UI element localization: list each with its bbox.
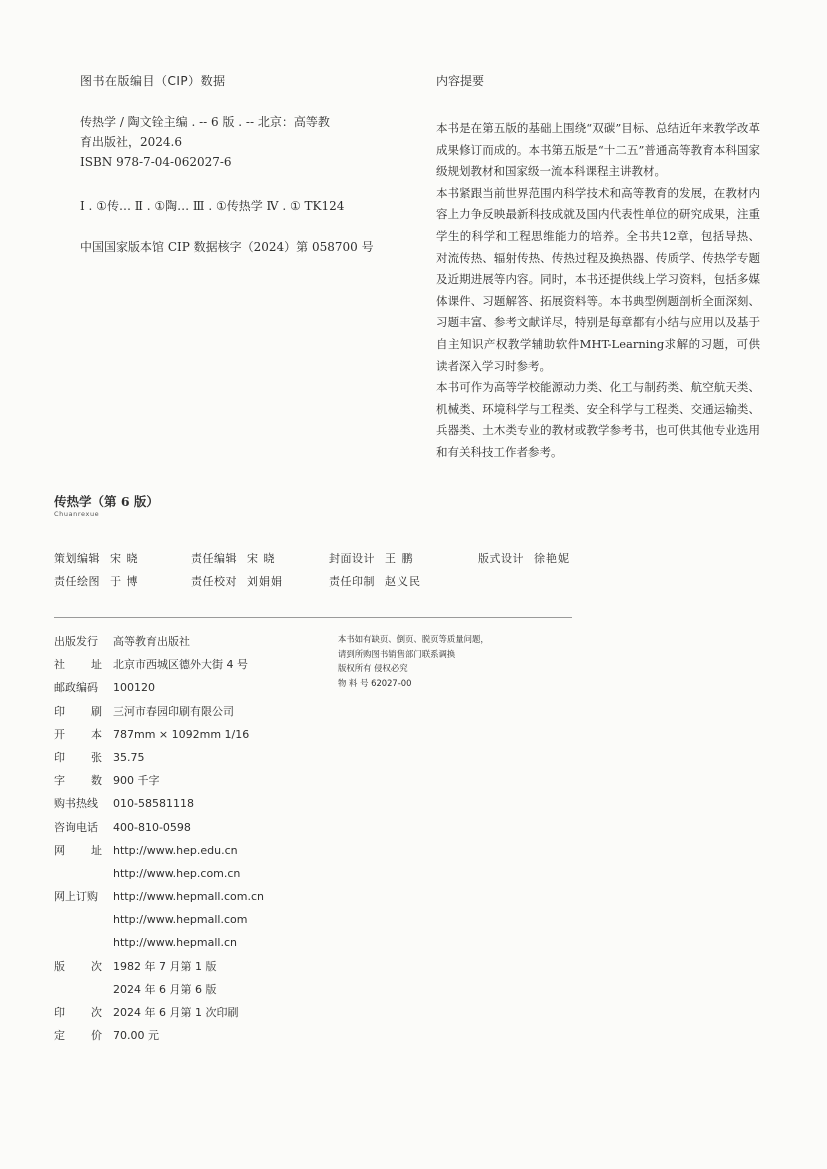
cip-record-number: 中国国家版本馆 CIP 数据核字（2024）第 058700 号	[80, 240, 374, 254]
pub-label	[54, 700, 102, 723]
pub-label	[54, 746, 102, 769]
staff-role: 责任印制	[329, 575, 375, 588]
pub-value: 三河市春园印刷有限公司	[113, 704, 234, 718]
pub-value: 北京市西城区德外大街 4 号	[113, 658, 248, 672]
staff-name: 于 博	[110, 575, 139, 588]
pub-label-char: 印	[54, 750, 65, 764]
pub-label-char: 开	[54, 727, 65, 741]
staff-name: 王 鹏	[385, 552, 414, 565]
staff-responsible-editor	[191, 550, 276, 566]
pub-value: 787mm × 1092mm 1/16	[113, 727, 250, 741]
staff-role: 封面设计	[329, 552, 375, 565]
pub-label	[54, 1024, 102, 1047]
pub-value: 1982 年 7 月第 1 版	[113, 959, 217, 973]
pub-label-char: 版	[54, 959, 65, 973]
pub-label-char: 定	[54, 1029, 65, 1043]
pub-value: 100120	[113, 681, 155, 695]
pub-value: 400-810-0598	[113, 820, 191, 834]
divider	[54, 617, 572, 618]
pub-value: 2024 年 6 月第 6 版	[113, 982, 217, 996]
staff-role: 责任编辑	[191, 552, 237, 565]
cip-isbn: ISBN 978-7-04-062027-6	[80, 155, 232, 169]
pub-label	[54, 1001, 102, 1024]
pub-label	[54, 723, 102, 746]
pub-value: 2024 年 6 月第 1 次印刷	[113, 1006, 239, 1019]
cip-line: 育出版社，2024.6	[80, 135, 182, 149]
book-pinyin: Chuanrexue	[54, 510, 100, 518]
pub-value: 70.00 元	[113, 1029, 159, 1043]
pub-label: 出版发行	[54, 635, 98, 648]
online-order-link[interactable]: http://www.hepmall.com	[113, 913, 248, 927]
pub-label: 网上订购	[54, 890, 98, 904]
pub-label	[54, 955, 102, 978]
pub-label-char: 价	[91, 1029, 102, 1043]
staff-name: 宋 晓	[110, 552, 139, 565]
notice-line: 物 料 号 62027-00	[338, 677, 412, 688]
website-link[interactable]: http://www.hep.com.cn	[113, 866, 241, 880]
staff-name: 刘娟娟	[247, 575, 283, 588]
pub-label-char: 网	[54, 843, 65, 857]
staff-role: 版式设计	[478, 552, 524, 565]
notice-line: 请到所购图书销售部门联系调换	[338, 648, 456, 659]
staff-layout-design	[478, 550, 570, 566]
staff-print-supervisor	[329, 573, 421, 589]
staff-role: 策划编辑	[54, 552, 100, 565]
summary-body	[436, 118, 760, 464]
pub-value: 高等教育出版社	[113, 635, 190, 648]
staff-name: 宋 晓	[247, 552, 276, 565]
cip-line: 传热学 / 陶文铨主编 . -- 6 版 . -- 北京：高等教	[80, 115, 330, 129]
pub-label	[54, 839, 102, 862]
online-order-link[interactable]: http://www.hepmall.cn	[113, 936, 237, 950]
quality-notice	[338, 632, 489, 690]
cip-record	[80, 112, 370, 172]
staff-planning-editor	[54, 550, 139, 566]
pub-value: 010-58581118	[113, 797, 194, 811]
pub-label: 购书热线	[54, 797, 98, 811]
notice-line: 版权所有 侵权必究	[338, 663, 408, 674]
pub-label-char: 址	[91, 658, 102, 672]
staff-cover-design	[329, 550, 414, 566]
summary-paragraph: 本书是在第五版的基础上围绕“双碳”目标、总结近年来教学改革成果修订而成的。本书第五版是“十二五”普通高等教育本科国家级规划教材和国家级一流本科课程主讲教材。	[436, 121, 760, 179]
pub-label-char: 印	[54, 1006, 65, 1019]
pub-label-char: 次	[91, 1006, 102, 1019]
notice-line: 本书如有缺页、倒页、脱页等质量问题，	[338, 634, 489, 644]
website-link[interactable]: http://www.hep.edu.cn	[113, 843, 238, 857]
online-order-link[interactable]: http://www.hepmall.com.cn	[113, 890, 264, 904]
pub-value: 900 千字	[113, 774, 160, 788]
pub-label	[54, 653, 102, 676]
summary-paragraph: 本书可作为高等学校能源动力类、化工与制药类、航空航天类、机械类、环境科学与工程类、安全科学与工程类、交通运输类、兵器类、土木类专业的教材或教学参考书，也可供其他专业选用和有关科技工作者参考。	[436, 380, 760, 459]
staff-name: 赵义民	[385, 575, 421, 588]
pub-label-char: 次	[91, 959, 102, 973]
cip-classification: Ⅰ . ①传… Ⅱ . ①陶… Ⅲ . ①传热学 Ⅳ . ① TK124	[80, 199, 345, 213]
summary-title: 内容提要	[436, 74, 485, 88]
pub-label-char: 本	[91, 727, 102, 741]
summary-paragraph: 本书紧跟当前世界范围内科学技术和高等教育的发展，在教材内容上力争反映最新科技成就及国内代表性单位的研究成果，注重学生的科学和工程思维能力的培养。全书共12章，包括导热、对流传热、辐射传热、传热过程及换热器、传质学、传热学专题及近期进展等内容。同时，本书还提供线上学习资料，包括多媒体课件、习题解答、拓展资料等。本书典型例题剖析全面深刻、习题丰富、参考文献详尽，特别是每章都有小结与应用以及基于自主知识产权教学辅助软件MHT-Learning求解的习题，可供读者深入学习时参考。	[436, 185, 760, 373]
staff-role: 责任绘图	[54, 575, 100, 588]
staff-illustrator	[54, 573, 139, 589]
pub-label	[54, 769, 102, 792]
pub-label-char: 印	[54, 704, 65, 718]
pub-label-char: 社	[54, 658, 65, 672]
pub-label: 邮政编码	[54, 681, 98, 695]
cip-title: 图书在版编目（CIP）数据	[80, 74, 226, 88]
pub-value: 35.75	[113, 750, 145, 764]
staff-proofreader	[191, 573, 283, 589]
pub-label-char: 址	[91, 843, 102, 857]
pub-label-char: 数	[91, 774, 102, 788]
staff-role: 责任校对	[191, 575, 237, 588]
book-title: 传热学（第 6 版）	[54, 494, 159, 509]
pub-label-char: 张	[91, 750, 102, 764]
pub-label: 咨询电话	[54, 820, 98, 834]
pub-label-char: 刷	[91, 704, 102, 718]
staff-name: 徐艳妮	[534, 552, 570, 565]
pub-label-char: 字	[54, 774, 65, 788]
